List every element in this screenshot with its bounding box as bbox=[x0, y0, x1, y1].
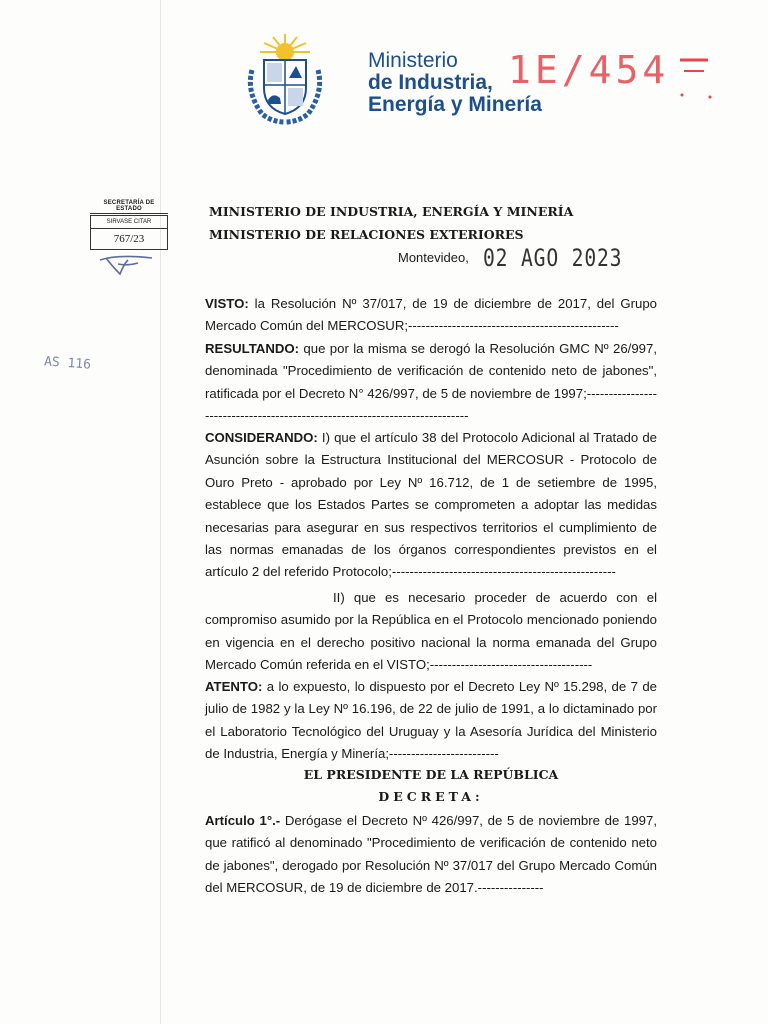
resultando-paragraph bbox=[205, 338, 657, 428]
resultando-text: que por la misma se derogó la Resolución GMC Nº 26/997, denominada "Procedimiento de verificación de contenido neto de jabones", ratificada por el Decreto N° 426/997, de 5 de noviembre de 1997;---------------------------------------------------------------------------- bbox=[205, 341, 657, 424]
signature bbox=[98, 252, 158, 282]
secretaria-label: SIRVASE CITAR bbox=[91, 216, 167, 229]
red-stamp-mark bbox=[678, 55, 718, 105]
articulo-1-label: Artículo 1°.- bbox=[205, 813, 281, 828]
coat-of-arms-logo bbox=[240, 30, 330, 125]
atento-label: ATENTO: bbox=[205, 679, 263, 694]
decreta-heading: DECRETA: bbox=[378, 789, 484, 804]
articulo-1-text: Derógase el Decreto Nº 426/997, de 5 de noviembre de 1997, que ratificó al denominado "Procedimiento de verificación de contenido neto de jabones", derogado por Resolución Nº 37/017 del Grupo Mercado Común del MERCOSUR, de 19 de diciembre de 2017.--------------- bbox=[205, 813, 657, 896]
considerando-text: I) que el artículo 38 del Protocolo Adicional al Tratado de Asunción sobre la Estructura Institucional del MERCOSUR - Protocolo de Ouro Preto - aprobado por Ley Nº 16.712, de 1 de setiembre de 1995, establece que los Estados Partes se comprometen a adoptar las medidas necesarias para asegurar en sus respectivos territorios el cumplimiento de las normas emanadas de los órganos correspondientes previstos en el artículo 2 del referido Protocolo;--------------------------------------------------- bbox=[205, 430, 657, 580]
considerando-point-2-text: II) que es necesario proceder de acuerdo con el compromiso asumido por la República en el Protocolo mencionado poniendo en vigencia en el derecho positivo nacional la norma emanada del Grupo Mercado Común referida en el VISTO;------------------------------------- bbox=[205, 590, 657, 673]
heading-ministry-industry: MINISTERIO DE INDUSTRIA, ENERGÍA Y MINERÍA bbox=[209, 204, 574, 219]
visto-paragraph bbox=[205, 293, 657, 338]
secretaria-title: SECRETARÍA DE ESTADO bbox=[90, 200, 168, 214]
atento-paragraph bbox=[205, 676, 657, 766]
secretaria-number: 767/23 bbox=[113, 233, 145, 245]
date-stamp: 02 AGO 2023 bbox=[483, 244, 623, 272]
articulo-1-paragraph bbox=[205, 810, 657, 900]
atento-text: a lo expuesto, lo dispuesto por el Decreto Ley Nº 15.298, de 7 de julio de 1982 y la Ley Nº 16.196, de 22 de julio de 1991, a lo dictaminado por el Laboratorio Tecnológico del Uruguay y la Asesoría Jurídica del Ministerio de Industria, Energía y Minería;------------------------- bbox=[205, 679, 657, 762]
handwritten-note: AS 116 bbox=[43, 354, 92, 373]
ministry-name-line2: de Industria, bbox=[368, 71, 493, 94]
considerando-paragraph bbox=[205, 427, 657, 584]
visto-text: la Resolución Nº 37/017, de 19 de diciembre de 2017, del Grupo Mercado Común del MERCOSUR;------------------------------------------------ bbox=[205, 296, 657, 334]
president-heading: EL PRESIDENTE DE LA REPÚBLICA bbox=[303, 767, 559, 782]
scan-edge-line bbox=[160, 0, 161, 1024]
date-place: Montevideo, bbox=[398, 250, 469, 265]
ministry-name-line3: Energía y Minería bbox=[368, 93, 542, 116]
considerando-point-2 bbox=[205, 587, 657, 677]
resultando-label: RESULTANDO: bbox=[205, 341, 300, 356]
secretaria-table bbox=[90, 215, 168, 250]
red-file-stamp: 1E/454 bbox=[508, 48, 670, 92]
secretaria-stamp bbox=[90, 200, 168, 250]
considerando-label: CONSIDERANDO: bbox=[205, 430, 318, 445]
ministry-name-line1: Ministerio bbox=[368, 49, 458, 72]
visto-label: VISTO: bbox=[205, 296, 249, 311]
heading-ministry-foreign: MINISTERIO DE RELACIONES EXTERIORES bbox=[209, 227, 524, 242]
